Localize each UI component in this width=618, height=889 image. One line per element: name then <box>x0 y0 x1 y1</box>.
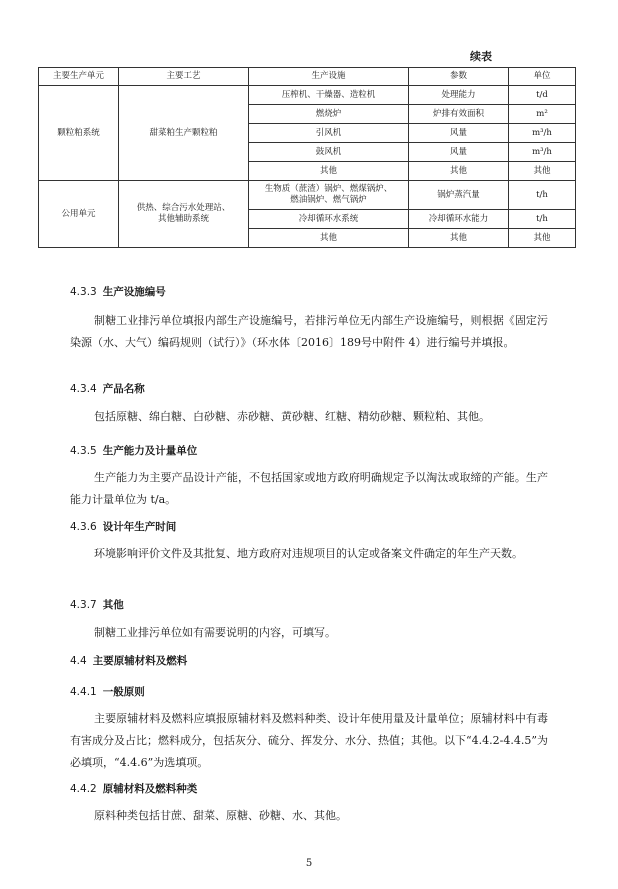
unit-measure-cell: t/d <box>509 86 576 105</box>
section-paragraph: 制糖工业排污单位填报内部生产设施编号，若排污单位无内部生产设施编号，则根据《固定污染源（水、大气）编码规则（试行）》（环水体〔2016〕189号中附件 4）进行编号并填报。 <box>70 314 548 349</box>
section-number: 4.4.2 <box>70 783 97 795</box>
param-cell: 处理能力 <box>409 86 509 105</box>
facility-cell: 燃烧炉 <box>249 105 409 124</box>
section-title: 原辅材料及燃料种类 <box>102 783 198 795</box>
table-caption: 续表 <box>470 50 492 63</box>
param-cell: 风量 <box>409 143 509 162</box>
section-title: 其他 <box>102 599 124 611</box>
section-paragraph: 包括原糖、绵白糖、白砂糖、赤砂糖、黄砂糖、红糖、精幼砂糖、颗粒粕、其他。 <box>94 410 490 423</box>
param-cell: 其他 <box>409 162 509 181</box>
param-cell: 冷却循环水能力 <box>409 210 509 229</box>
param-cell: 锅炉蒸汽量 <box>409 181 509 210</box>
unit-measure-cell: m² <box>509 105 576 124</box>
header-cell: 生产设施 <box>249 68 409 86</box>
process-line: 供热、综合污水处理站、 <box>136 203 231 213</box>
param-cell: 其他 <box>409 229 509 248</box>
section-heading-4-3-7 <box>70 597 124 612</box>
section-title: 产品名称 <box>102 383 145 395</box>
unit-measure-cell: m³/h <box>509 124 576 143</box>
facility-cell: 其他 <box>249 162 409 181</box>
unit-measure-cell: 其他 <box>509 229 576 248</box>
section-heading-4-3-3 <box>70 284 166 299</box>
section-number: 4.4 <box>70 655 87 667</box>
section-paragraph: 生产能力为主要产品设计产能，不包括国家或地方政府明确规定予以淘汰或取缔的产能。生产能力计量单位为 t/a。 <box>70 471 548 506</box>
section-paragraph: 原料种类包括甘蔗、甜菜、原糖、砂糖、水、其他。 <box>94 809 347 822</box>
param-cell: 炉排有效面积 <box>409 105 509 124</box>
section-title: 设计年生产时间 <box>102 521 177 533</box>
section-paragraph: 环境影响评价文件及其批复、地方政府对违规项目的认定或备案文件确定的年生产天数。 <box>94 547 523 560</box>
process-cell: 甜菜粕生产颗粒粕 <box>119 86 249 181</box>
section-number: 4.4.1 <box>70 686 97 698</box>
unit-measure-cell: 其他 <box>509 162 576 181</box>
table-row <box>39 86 576 105</box>
section-number: 4.3.6 <box>70 521 97 533</box>
section-title: 生产设施编号 <box>102 286 166 298</box>
header-cell: 参数 <box>409 68 509 86</box>
process-cell <box>119 181 249 248</box>
section-title: 主要原辅材料及燃料 <box>92 655 188 667</box>
section-number: 4.3.5 <box>70 445 97 457</box>
section-heading-4-3-5 <box>70 443 197 458</box>
section-heading-4-4-1 <box>70 684 145 699</box>
unit-measure-cell: m³/h <box>509 143 576 162</box>
facility-cell <box>249 181 409 210</box>
facility-cell: 其他 <box>249 229 409 248</box>
facility-cell: 引风机 <box>249 124 409 143</box>
section-paragraph: 主要原辅材料及燃料应填报原辅材料及燃料种类、设计年使用量及计量单位；原辅材料中有毒有害成分及占比；燃料成分，包括灰分、硫分、挥发分、水分、热值；其他。以下“4.4.2-4.4.5”为必填项，“4.4.6”为选填项。 <box>70 712 548 769</box>
section-title: 一般原则 <box>102 686 145 698</box>
facility-cell: 压榨机、干燥器、造粒机 <box>249 86 409 105</box>
header-cell: 主要工艺 <box>119 68 249 86</box>
section-number: 4.3.7 <box>70 599 97 611</box>
section-heading-4-4-2 <box>70 781 197 796</box>
section-heading-4-3-4 <box>70 381 145 396</box>
header-cell: 主要生产单元 <box>39 68 119 86</box>
section-paragraph: 制糖工业排污单位如有需要说明的内容，可填写。 <box>94 626 336 639</box>
table-header-row <box>39 68 576 86</box>
section-title: 生产能力及计量单位 <box>102 445 198 457</box>
production-facility-table <box>38 67 576 248</box>
param-cell: 风量 <box>409 124 509 143</box>
table-row <box>39 181 576 210</box>
unit-measure-cell: t/h <box>509 210 576 229</box>
facility-line: 生物质（蔗渣）锅炉、燃煤锅炉、 <box>264 184 393 194</box>
unit-cell: 公用单元 <box>39 181 119 248</box>
unit-measure-cell: t/h <box>509 181 576 210</box>
facility-line: 燃油锅炉、燃气锅炉 <box>290 195 367 205</box>
page-number: 5 <box>305 858 313 869</box>
header-cell: 单位 <box>509 68 576 86</box>
facility-cell: 冷却循环水系统 <box>249 210 409 229</box>
section-heading-4-3-6 <box>70 519 176 534</box>
process-line: 其他辅助系统 <box>157 214 209 224</box>
facility-cell: 鼓风机 <box>249 143 409 162</box>
section-number: 4.3.4 <box>70 383 97 395</box>
unit-cell: 颗粒粕系统 <box>39 86 119 181</box>
section-number: 4.3.3 <box>70 286 97 298</box>
section-heading-4-4 <box>70 653 187 668</box>
